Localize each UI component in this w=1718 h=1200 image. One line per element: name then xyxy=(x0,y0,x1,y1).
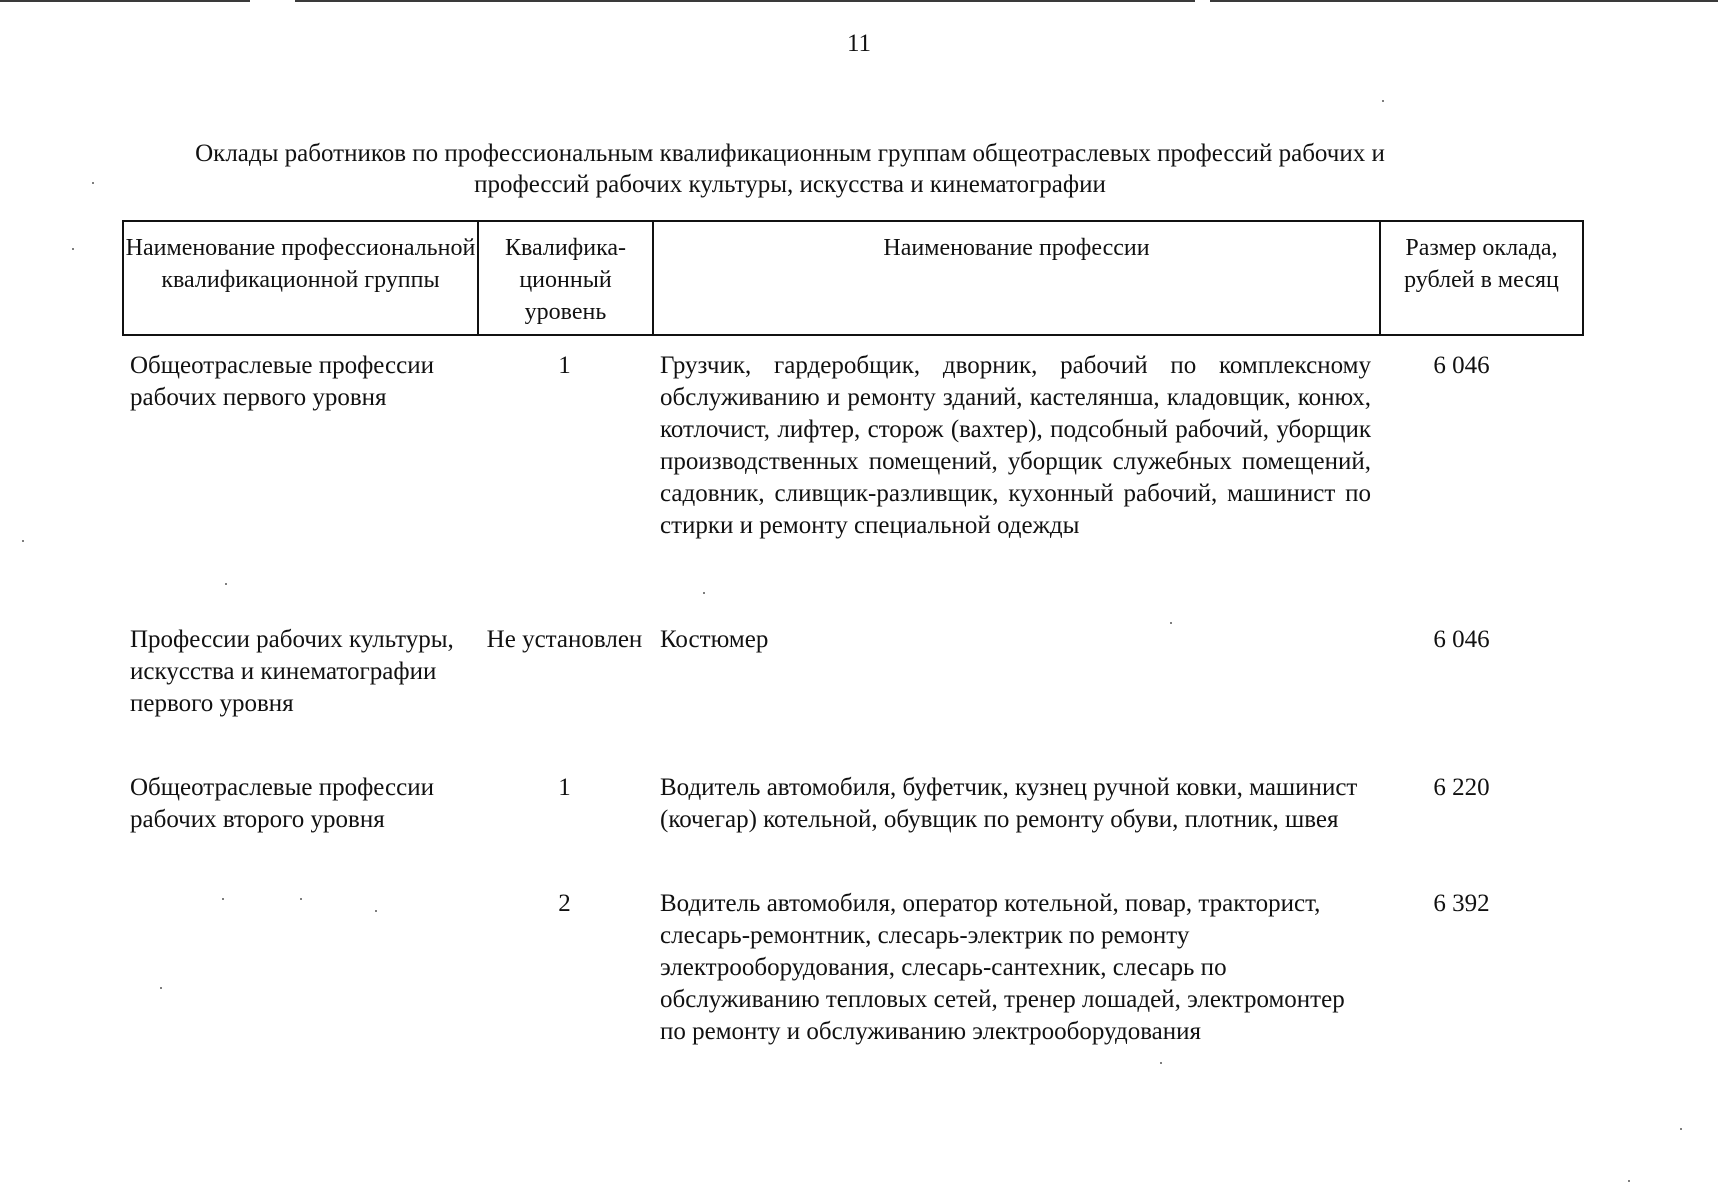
profession-cell: Водитель автомобиля, оператор котельной, повар, тракторист, слесарь-ремонтник, слесарь-электрик по ремонту электрооборудования, слесарь-сантехник, слесарь по обслуживанию тепловых сетей, тренер лошадей, электромонтер по ремонту и обслуживанию электрооборудования xyxy=(660,890,1345,1045)
group-name-cell: Общеотраслевые профессии рабочих второго уровня xyxy=(130,774,434,833)
salary-cell: 6 046 xyxy=(1433,626,1490,653)
profession-cell: Грузчик, гардеробщик, дворник, рабочий по комплексному обслуживанию и ремонту зданий, кастелянша, кладовщик, конюх, котлочист, лифтер, сторож (вахтер), подсобный рабочий, уборщик производственных помещений, уборщик служебных помещений, садовник, сливщик-разливщик, кухонный рабочий, машинист по стирки и ремонту специальной одежды xyxy=(660,352,1371,539)
scan-speck xyxy=(92,182,94,184)
qualification-level-cell: 2 xyxy=(558,890,571,917)
document-title-line-2: профессий рабочих культуры, искусства и кинематографии xyxy=(474,171,1106,198)
salary-cell: 6 392 xyxy=(1433,890,1490,917)
scan-speck xyxy=(1382,100,1384,102)
scan-speck xyxy=(225,583,227,585)
scan-speck xyxy=(22,540,24,542)
table-row xyxy=(122,350,1584,542)
table-row xyxy=(122,772,1584,836)
scan-speck xyxy=(1170,622,1172,624)
header-group: Наименование профессиональной квалификационной группы xyxy=(124,222,479,334)
scan-speck xyxy=(222,898,224,900)
scan-speck xyxy=(300,898,302,900)
scan-speck xyxy=(72,248,74,250)
salary-cell: 6 220 xyxy=(1433,774,1490,801)
scan-speck xyxy=(703,592,705,594)
scan-speck xyxy=(1628,1180,1630,1182)
group-name-cell: Профессии рабочих культуры, искусства и кинематографии первого уровня xyxy=(130,626,454,717)
header-salary: Размер оклада, рублей в месяц xyxy=(1404,235,1559,293)
qualification-level-cell: 1 xyxy=(558,352,571,379)
scan-edge-line xyxy=(0,0,250,2)
document-title xyxy=(110,138,1470,200)
profession-cell: Костюмер xyxy=(660,626,769,653)
table-header xyxy=(122,220,1584,336)
salary-cell: 6 046 xyxy=(1433,352,1490,379)
scan-speck xyxy=(160,987,162,989)
document-title-line-1: Оклады работников по профессиональным квалификационным группам общеотраслевых профессий рабочих и xyxy=(195,140,1385,167)
table-row xyxy=(122,888,1584,1048)
scan-edge-line xyxy=(295,0,1195,2)
group-name-cell xyxy=(122,888,477,1048)
qualification-level-cell: Не установлен xyxy=(486,626,643,653)
header-level: Квалифика-ционный уровень xyxy=(479,222,654,334)
group-name-cell: Общеотраслевые профессии рабочих первого уровня xyxy=(130,352,434,411)
scan-speck xyxy=(1160,1062,1162,1064)
page-number: 11 xyxy=(846,30,872,57)
table-row xyxy=(122,624,1584,720)
qualification-level-cell: 1 xyxy=(558,774,571,801)
profession-cell: Водитель автомобиля, буфетчик, кузнец ручной ковки, машинист (кочегар) котельной, обувщик по ремонту обуви, плотник, швея xyxy=(660,774,1358,833)
scan-speck xyxy=(375,910,377,912)
scan-edge-line xyxy=(1210,0,1718,2)
scan-speck xyxy=(1680,1128,1682,1130)
header-profession: Наименование профессии xyxy=(654,222,1381,334)
